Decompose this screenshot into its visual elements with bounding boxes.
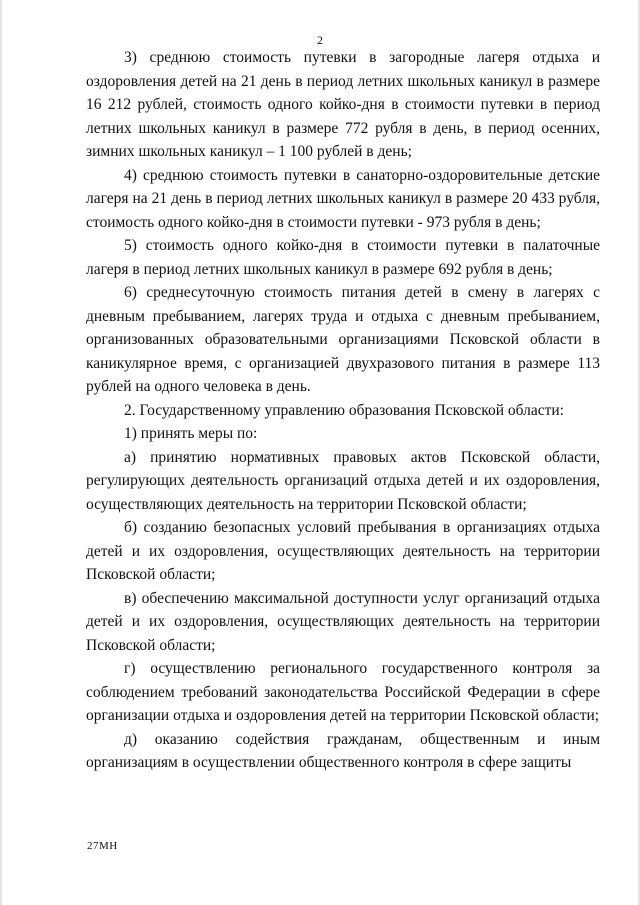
paragraph-subitem-v: в) обеспечению максимальной доступности услуг организаций отдыха детей и их оздоровления, осуществляющих деятельность на территории Псковской области; — [86, 589, 600, 654]
paragraph-item-5: 5) стоимость одного койко-дня в стоимости путевки в палаточные лагеря в период летних школьных каникул в размере 692 рубля в день; — [86, 237, 600, 278]
paragraph-subitem-g: г) осуществлению регионального государственного контроля за соблюдением требований законодательства Российской Федерации в сфере организации отдыха и оздоровления детей на территории Псковской области; — [86, 660, 600, 724]
document-footer-code: 27МН — [87, 840, 118, 852]
paragraph-subitem-d: д) оказанию содействия гражданам, общественным и иным организациям в осуществлении общественного контроля в сфере защиты — [86, 730, 600, 771]
scan-edge-left — [0, 0, 3, 905]
paragraph-item-4: 4) среднюю стоимость путевки в санаторно-оздоровительные детские лагеря на 21 день в период летних школьных каникул в размере 20 433 рубля, стоимость одного койко-дня в стоимости путевки - 973 рубля в день; — [86, 166, 600, 231]
paragraph-section-2: 2. Государственному управлению образования Псковской области: — [124, 401, 564, 419]
page-number: 2 — [317, 33, 323, 47]
paragraph-subitem-b: б) созданию безопасных условий пребывания в организациях отдыха детей и их оздоровления, осуществляющих деятельность на территории Псковской области; — [86, 519, 600, 583]
paragraph-subitem-1: 1) принять меры по: — [124, 425, 258, 442]
document-body — [86, 46, 600, 775]
paragraph-subitem-a: а) принятию нормативных правовых актов Псковской области, регулирующих деятельность организаций отдыха детей и их оздоровления, осуществляющих деятельность на территории Псковской области; — [86, 448, 600, 513]
paragraph-item-6: 6) среднесуточную стоимость питания детей в смену в лагерях с дневным пребыванием, лагерях труда и отдыха с дневным пребыванием, организованных образовательными организациями Псковской области в каникулярное время, с организацией двухразового питания в размере 113 рублей на одного человека в день. — [86, 284, 600, 395]
paragraph-item-3: 3) среднюю стоимость путевки в загородные лагеря отдыха и оздоровления детей на 21 день в период летних школьных каникул в размере 16 212 рублей, стоимость одного койко-дня в стоимости путевки в период летних школьных каникул в размере 772 рубля в день, в период осенних, зимних школьных каникул – 1 100 рублей в день; — [86, 49, 600, 160]
